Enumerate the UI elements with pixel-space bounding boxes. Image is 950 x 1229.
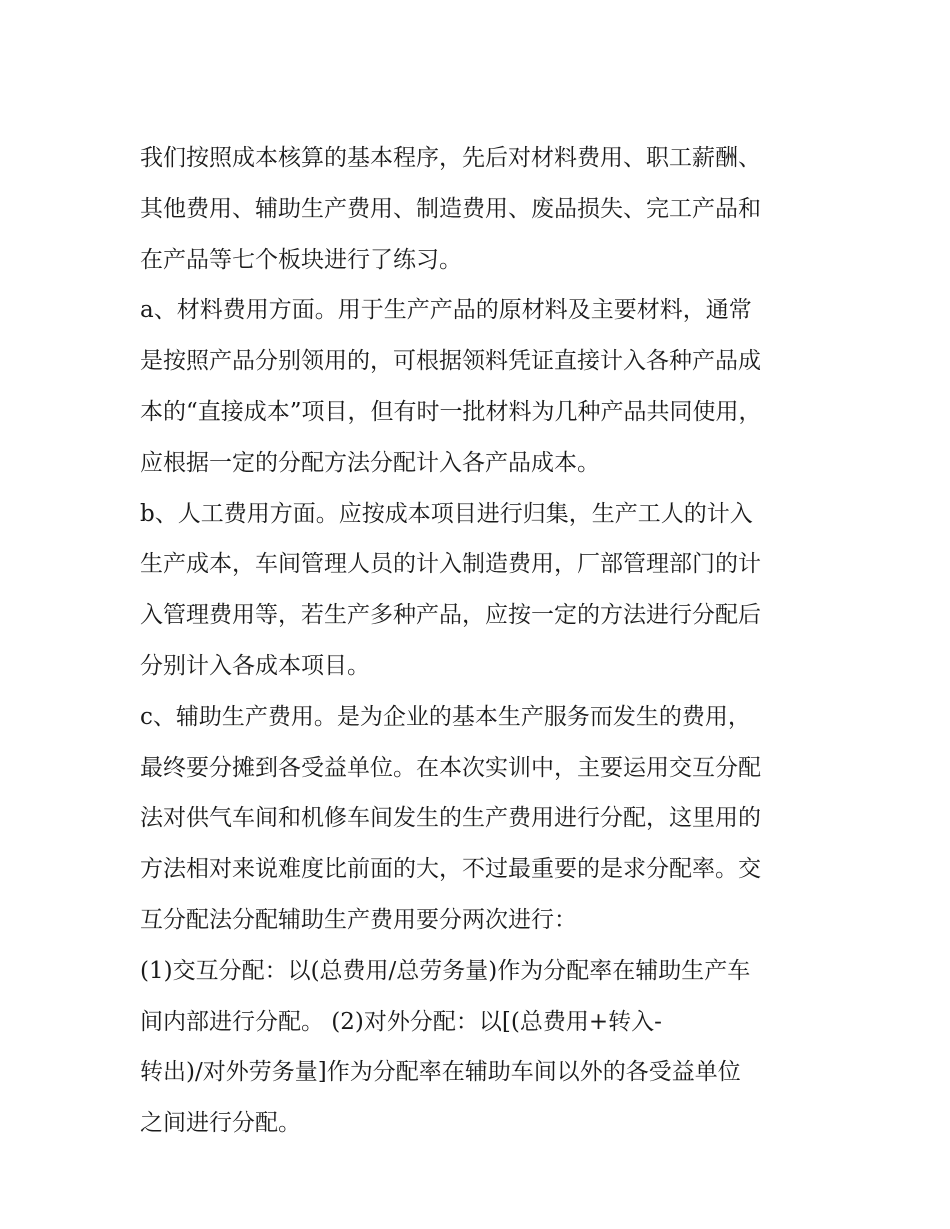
text-line: 法对供气车间和机修车间发生的生产费用进行分配，这里用的 <box>140 805 761 832</box>
text-line: 其他费用、辅助生产费用、制造费用、废品损失、完工产品和 <box>140 195 761 222</box>
text-line: 互分配法分配辅助生产费用要分两次进行： <box>140 906 577 933</box>
text-line: c、辅助生产费用。是为企业的基本生产服务而发生的费用， <box>140 703 751 730</box>
text-line: b、人工费用方面。应按成本项目进行归集，生产工人的计入 <box>140 500 753 527</box>
text-line: 入管理费用等，若生产多种产品，应按一定的方法进行分配后 <box>140 602 761 629</box>
text-line: 我们按照成本核算的基本程序，先后对材料费用、职工薪酬、 <box>140 145 761 171</box>
text-line: 应根据一定的分配方法分配计入各产品成本。 <box>140 449 600 476</box>
text-line: 是按照产品分别领用的，可根据领料凭证直接计入各种产品成 <box>140 348 761 375</box>
text-line: 之间进行分配。 <box>140 1110 301 1137</box>
text-line: (1)交互分配：以(总费用/总劳务量)作为分配率在辅助生产车 <box>140 957 751 984</box>
text-line: 分别计入各成本项目。 <box>140 652 370 679</box>
text-line: a、材料费用方面。用于生产产品的原材料及主要材料，通常 <box>140 297 752 324</box>
text-line: 生产成本，车间管理人员的计入制造费用，厂部管理部门的计 <box>140 551 761 578</box>
document-body <box>140 133 820 1149</box>
text-line: 本的“直接成本”项目，但有时一批材料为几种产品共同使用， <box>140 398 762 425</box>
text-line: 间内部进行分配。 (2)对外分配：以[(总费用+转入- <box>140 1008 662 1035</box>
text-line: 最终要分摊到各受益单位。在本次实训中，主要运用交互分配 <box>140 754 761 781</box>
text-line: 方法相对来说难度比前面的大，不过最重要的是求分配率。交 <box>140 856 761 883</box>
text-line: 在产品等七个板块进行了练习。 <box>140 246 462 273</box>
text-line: 转出)/对外劳务量]作为分配率在辅助车间以外的各受益单位 <box>140 1059 741 1086</box>
